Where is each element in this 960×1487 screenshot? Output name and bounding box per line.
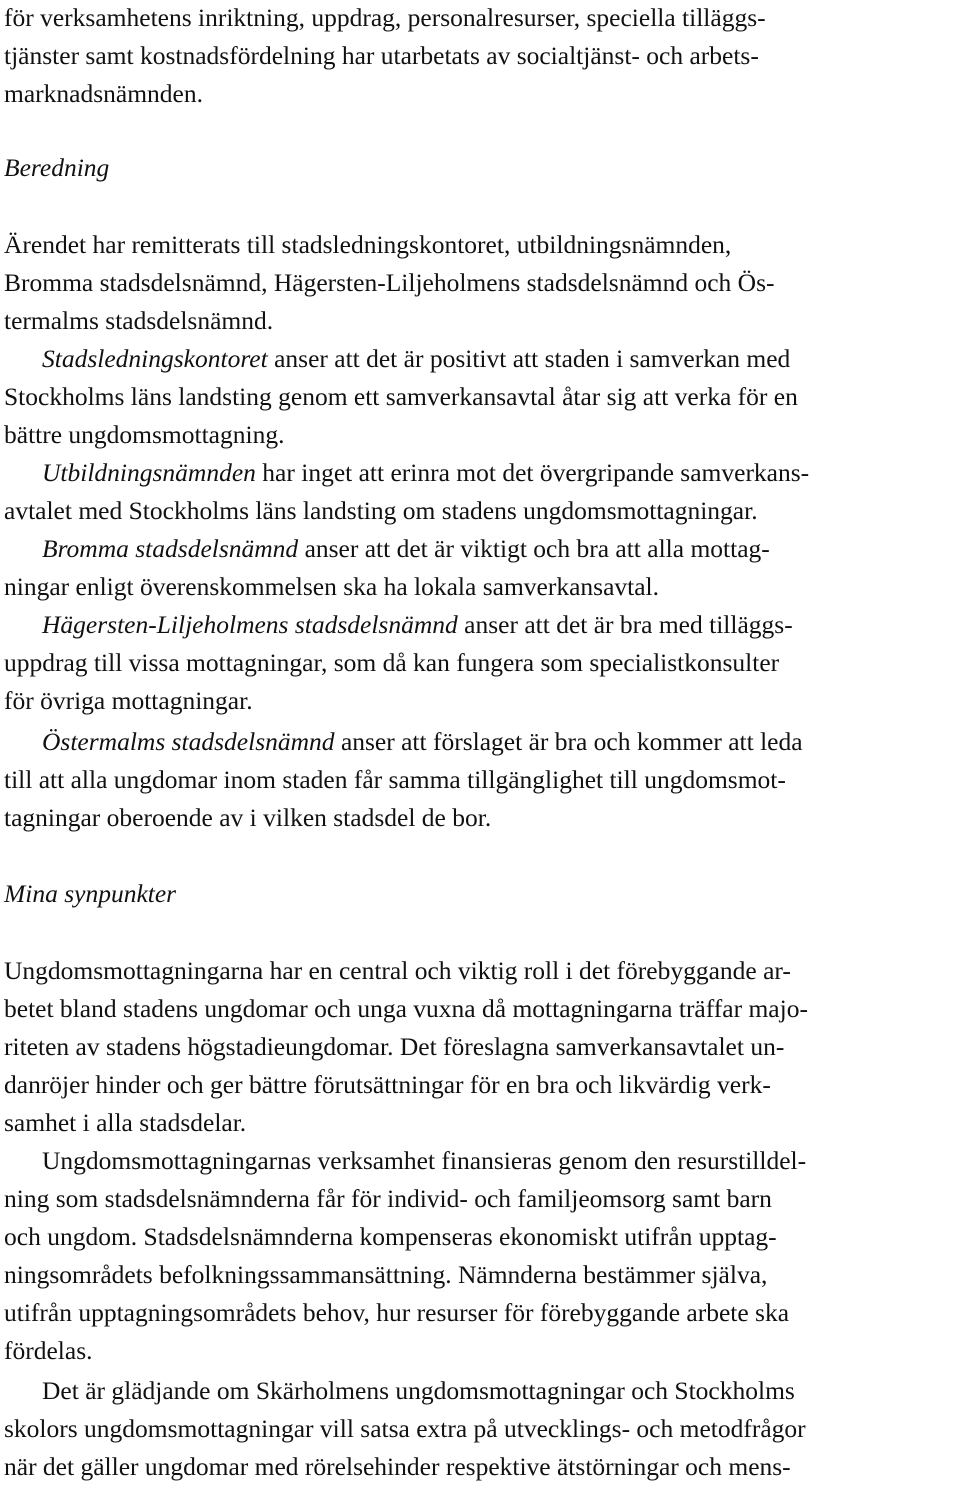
remiss-bromma-line-2: ningar enligt överenskommelsen ska ha lokala samverkansavtal. — [4, 572, 660, 601]
beredning-line-1: Ärendet har remitterats till stadsledningskontoret, utbildningsnämnden, — [4, 230, 732, 259]
remiss-stadsledningskontoret-line-3: bättre ungdomsmottagning. — [4, 420, 285, 449]
section-heading-mina-synpunkter: Mina synpunkter — [4, 879, 177, 908]
synpunkter-p2-line-4: ningsområdets befolkningssammansättning. Nämnderna bestämmer själva, — [4, 1260, 768, 1289]
intro-line-2: tjänster samt kostnadsfördelning har utarbetats av socialtjänst- och arbets- — [4, 41, 759, 70]
intro-line-1: för verksamhetens inriktning, uppdrag, personalresurser, speciella tilläggs- — [4, 3, 766, 32]
remiss-ostermalm-line-2: till att alla ungdomar inom staden får samma tillgänglighet till ungdomsmot- — [4, 765, 786, 794]
remiss-stadsledningskontoret-line-2: Stockholms läns landsting genom ett samverkansavtal åtar sig att verka för en — [4, 382, 798, 411]
remiss-body-name: Stadsledningskontoret — [42, 344, 268, 373]
synpunkter-p3-line-1: Det är glädjande om Skärholmens ungdomsmottagningar och Stockholms — [42, 1376, 795, 1405]
remiss-utbildningsnamnden-line-1: Utbildningsnämnden har inget att erinra mot det övergripande samverkans- — [42, 458, 810, 487]
synpunkter-p2-line-1: Ungdomsmottagningarnas verksamhet finansieras genom den resurstilldel- — [42, 1146, 807, 1175]
synpunkter-p2-line-5: utifrån upptagningsområdets behov, hur resurser för förebyggande arbete ska — [4, 1298, 790, 1327]
remiss-body-name: Utbildningsnämnden — [42, 458, 256, 487]
remiss-body-name: Hägersten-Liljeholmens stadsdelsnämnd — [42, 610, 458, 639]
remiss-ostermalm-line-1: Östermalms stadsdelsnämnd anser att förslaget är bra och kommer att leda — [42, 727, 803, 756]
synpunkter-p2-line-3: och ungdom. Stadsdelsnämnderna kompenseras ekonomiskt utifrån upptag- — [4, 1222, 777, 1251]
beredning-line-3: termalms stadsdelsnämnd. — [4, 306, 274, 335]
synpunkter-p1-line-3: riteten av stadens högstadieungdomar. Det föreslagna samverkansavtalet un- — [4, 1032, 785, 1061]
synpunkter-p1-line-5: samhet i alla stadsdelar. — [4, 1108, 247, 1137]
synpunkter-p3-line-2: skolors ungdomsmottagningar vill satsa extra på utvecklings- och metodfrågor — [4, 1414, 806, 1443]
beredning-line-2: Bromma stadsdelsnämnd, Hägersten-Liljeholmens stadsdelsnämnd och Ös- — [4, 268, 775, 297]
remiss-stadsledningskontoret-line-1: Stadsledningskontoret anser att det är positivt att staden i samverkan med — [42, 344, 791, 373]
remiss-hagersten-line-2: uppdrag till vissa mottagningar, som då kan fungera som specialistkonsulter — [4, 648, 780, 677]
synpunkter-p1-line-2: betet bland stadens ungdomar och unga vuxna då mottagningarna träffar majo- — [4, 994, 808, 1023]
synpunkter-p1-line-1: Ungdomsmottagningarna har en central och viktig roll i det förebyggande ar- — [4, 956, 791, 985]
intro-line-3: marknadsnämnden. — [4, 79, 203, 108]
synpunkter-p3-line-3: när det gäller ungdomar med rörelsehinder respektive ätstörningar och mens- — [4, 1452, 791, 1481]
remiss-bromma-line-1: Bromma stadsdelsnämnd anser att det är viktigt och bra att alla mottag- — [42, 534, 770, 563]
remiss-hagersten-line-3: för övriga mottagningar. — [4, 686, 253, 715]
synpunkter-p2-line-2: ning som stadsdelsnämnderna får för individ- och familjeomsorg samt barn — [4, 1184, 772, 1213]
remiss-body-name: Bromma stadsdelsnämnd — [42, 534, 299, 563]
synpunkter-p1-line-4: danröjer hinder och ger bättre förutsättningar för en bra och likvärdig verk- — [4, 1070, 771, 1099]
section-heading-beredning: Beredning — [4, 153, 110, 182]
remiss-utbildningsnamnden-line-2: avtalet med Stockholms läns landsting om stadens ungdomsmottagningar. — [4, 496, 758, 525]
synpunkter-p2-line-6: fördelas. — [4, 1336, 93, 1365]
remiss-ostermalm-line-3: tagningar oberoende av i vilken stadsdel de bor. — [4, 803, 492, 832]
remiss-hagersten-line-1: Hägersten-Liljeholmens stadsdelsnämnd anser att det är bra med tilläggs- — [42, 610, 793, 639]
remiss-body-name: Östermalms stadsdelsnämnd — [42, 727, 335, 756]
